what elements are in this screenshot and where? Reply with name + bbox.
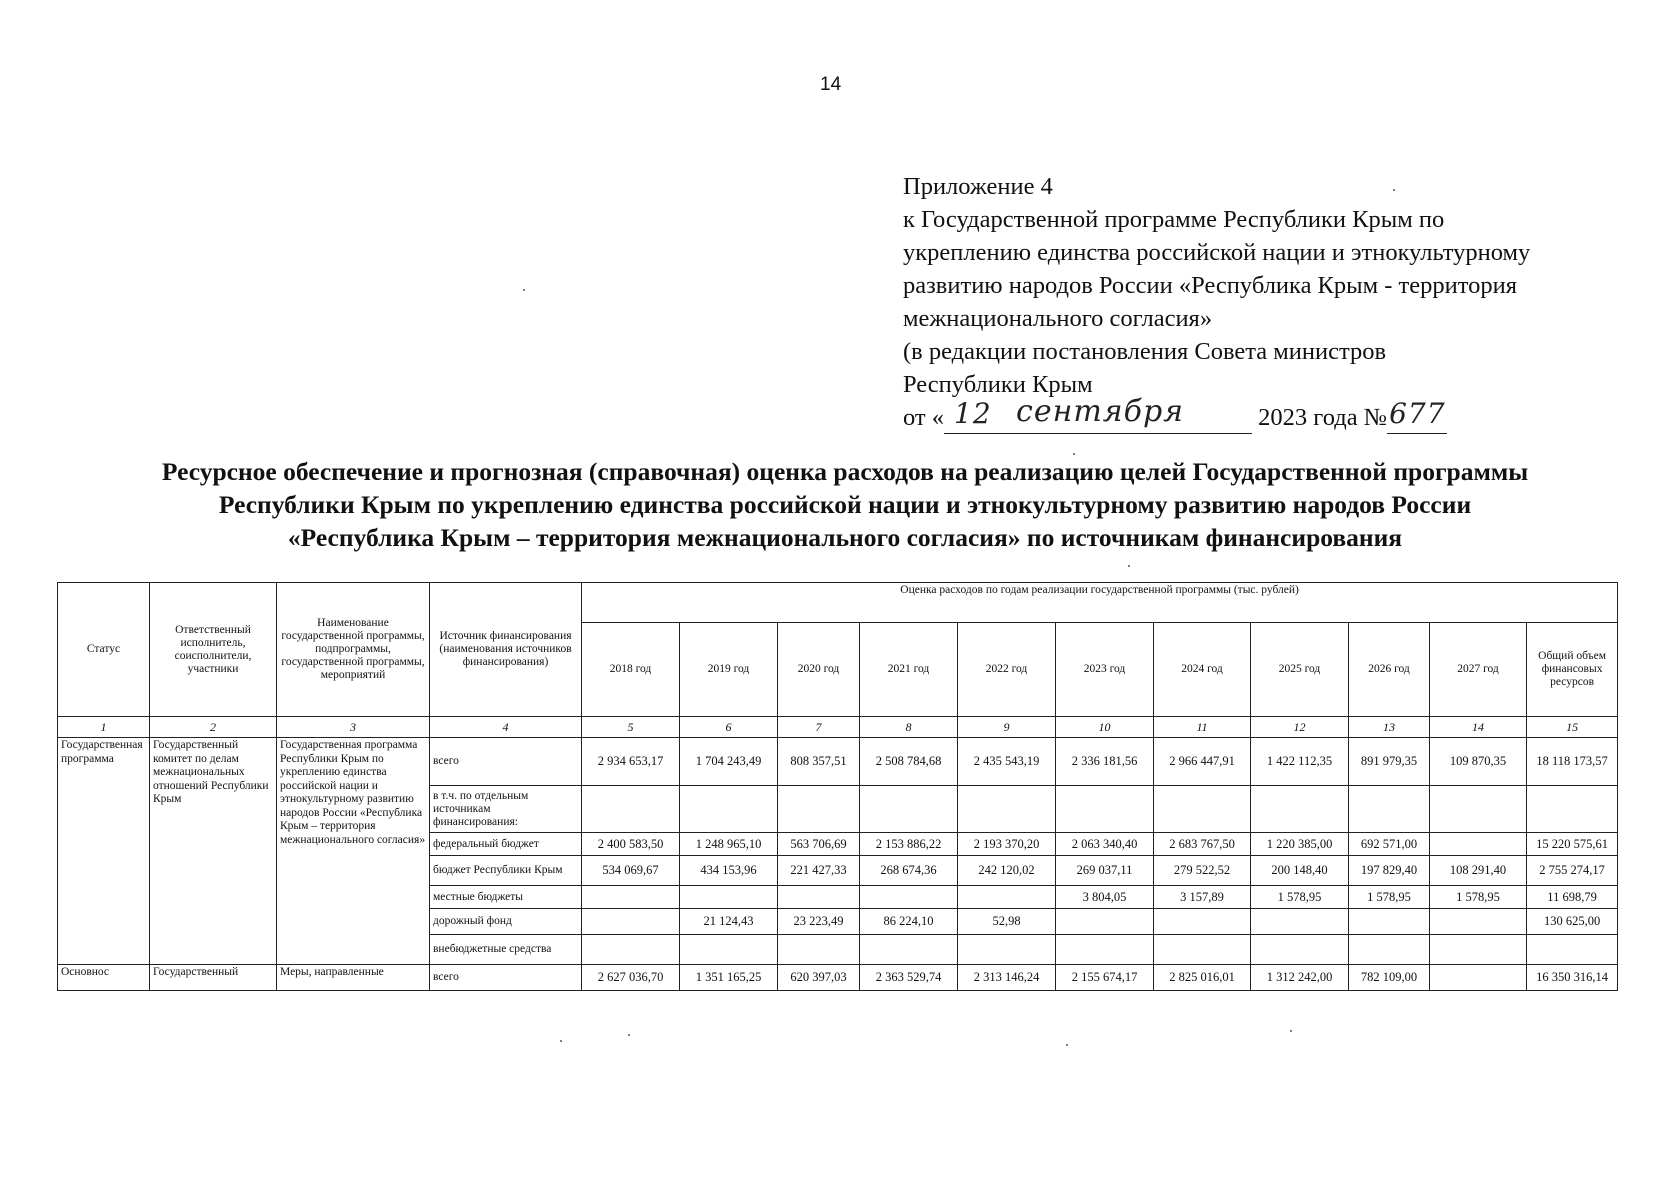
header-year: 2026 год <box>1349 623 1430 717</box>
value-cell <box>958 886 1056 909</box>
value-cell: 563 706,69 <box>778 833 860 856</box>
column-number: 12 <box>1251 717 1349 738</box>
value-cell <box>582 935 680 965</box>
page-number: 14 <box>820 74 842 95</box>
value-cell <box>680 886 778 909</box>
value-cell <box>1349 786 1430 833</box>
value-cell: 2 313 146,24 <box>958 965 1056 991</box>
value-cell: 891 979,35 <box>1349 738 1430 786</box>
source-cell: внебюджетные средства <box>430 935 582 965</box>
value-cell <box>1056 786 1154 833</box>
total-cell <box>1527 935 1618 965</box>
value-cell <box>1251 909 1349 935</box>
value-cell: 86 224,10 <box>860 909 958 935</box>
value-cell <box>680 935 778 965</box>
title-line: Республики Крым по укреплению единства российской нации и этнокультурному развитию народов России <box>218 490 1472 519</box>
column-number: 1 <box>58 717 150 738</box>
appendix-line: Приложение 4 <box>903 173 1053 200</box>
total-cell: 11 698,79 <box>1527 886 1618 909</box>
date-prefix: от « <box>903 404 945 431</box>
source-cell: всего <box>430 738 582 786</box>
column-number: 9 <box>958 717 1056 738</box>
appendix-block <box>903 170 1623 434</box>
value-cell: 1 351 165,25 <box>680 965 778 991</box>
value-cell: 434 153,96 <box>680 856 778 886</box>
source-cell: местные бюджеты <box>430 886 582 909</box>
table-row <box>58 738 1618 786</box>
date-year-text: 2023 года № <box>1258 404 1388 431</box>
value-cell <box>778 886 860 909</box>
value-cell <box>680 786 778 833</box>
value-cell: 2 363 529,74 <box>860 965 958 991</box>
column-number: 5 <box>582 717 680 738</box>
source-cell: бюджет Республики Крым <box>430 856 582 886</box>
handwritten-number <box>1387 397 1447 434</box>
value-cell <box>582 909 680 935</box>
value-cell: 1 248 965,10 <box>680 833 778 856</box>
total-cell: 130 625,00 <box>1527 909 1618 935</box>
column-number: 13 <box>1349 717 1430 738</box>
column-number-row <box>58 717 1618 738</box>
value-cell: 1 578,95 <box>1251 886 1349 909</box>
value-cell: 2 193 370,20 <box>958 833 1056 856</box>
value-cell: 1 422 112,35 <box>1251 738 1349 786</box>
handwritten-doc-number: 677 <box>1389 397 1446 430</box>
header-year: 2019 год <box>680 623 778 717</box>
value-cell: 808 357,51 <box>778 738 860 786</box>
value-cell: 2 153 886,22 <box>860 833 958 856</box>
header-year: 2022 год <box>958 623 1056 717</box>
appendix-line: межнационального согласия» <box>903 305 1213 332</box>
column-number: 11 <box>1154 717 1251 738</box>
value-cell <box>582 886 680 909</box>
value-cell <box>778 786 860 833</box>
total-cell: 18 118 173,57 <box>1527 738 1618 786</box>
column-number: 2 <box>150 717 277 738</box>
header-executor: Ответственный исполнитель, соисполнители, участники <box>150 583 277 717</box>
value-cell: 2 627 036,70 <box>582 965 680 991</box>
value-cell: 2 063 340,40 <box>1056 833 1154 856</box>
value-cell: 269 037,11 <box>1056 856 1154 886</box>
value-cell: 620 397,03 <box>778 965 860 991</box>
column-number: 3 <box>277 717 430 738</box>
value-cell: 2 508 784,68 <box>860 738 958 786</box>
header-status: Статус <box>58 583 150 717</box>
value-cell <box>1056 935 1154 965</box>
value-cell <box>1251 786 1349 833</box>
appendix-line: развитию народов России «Республика Крым - территория <box>903 272 1517 299</box>
value-cell <box>1056 909 1154 935</box>
handwritten-date <box>944 394 1252 434</box>
value-cell <box>582 786 680 833</box>
appendix-line: (в редакции постановления Совета министров <box>903 338 1387 365</box>
main-activity-block <box>58 965 1618 991</box>
header-year: 2025 год <box>1251 623 1349 717</box>
value-cell: 534 069,67 <box>582 856 680 886</box>
header-total: Общий объем финансовых ресурсов <box>1527 623 1618 717</box>
title-line: Ресурсное обеспечение и прогнозная (справочная) оценка расходов на реализацию целей Государственной программы <box>161 457 1529 486</box>
value-cell <box>860 786 958 833</box>
total-cell: 2 755 274,17 <box>1527 856 1618 886</box>
value-cell: 2 934 653,17 <box>582 738 680 786</box>
value-cell: 2 683 767,50 <box>1154 833 1251 856</box>
header-program-name: Наименование государственной программы, подпрограммы, государственной программы, мероприятий <box>277 583 430 717</box>
status-cell: Основнос <box>58 965 150 991</box>
value-cell: 109 870,35 <box>1430 738 1527 786</box>
value-cell: 782 109,00 <box>1349 965 1430 991</box>
value-cell: 21 124,43 <box>680 909 778 935</box>
column-number: 8 <box>860 717 958 738</box>
total-cell: 15 220 575,61 <box>1527 833 1618 856</box>
value-cell: 268 674,36 <box>860 856 958 886</box>
value-cell <box>860 935 958 965</box>
value-cell <box>1349 909 1430 935</box>
value-cell <box>1430 833 1527 856</box>
value-cell: 2 435 543,19 <box>958 738 1056 786</box>
status-cell: Государственная программа <box>58 738 150 965</box>
value-cell <box>778 935 860 965</box>
value-cell: 221 427,33 <box>778 856 860 886</box>
column-number: 15 <box>1527 717 1618 738</box>
total-cell <box>1527 786 1618 833</box>
source-cell: в т.ч. по отдельным источникам финансирования: <box>430 786 582 833</box>
value-cell <box>1251 935 1349 965</box>
value-cell <box>958 935 1056 965</box>
total-cell: 16 350 316,14 <box>1527 965 1618 991</box>
value-cell <box>1154 935 1251 965</box>
header-year: 2027 год <box>1430 623 1527 717</box>
value-cell: 1 704 243,49 <box>680 738 778 786</box>
value-cell: 52,98 <box>958 909 1056 935</box>
value-cell <box>1430 786 1527 833</box>
appendix-line: укреплению единства российской нации и этнокультурному <box>903 239 1531 266</box>
financing-table <box>57 582 1618 991</box>
value-cell: 3 157,89 <box>1154 886 1251 909</box>
handwritten-month: сентября <box>1016 394 1185 429</box>
source-cell: дорожный фонд <box>430 909 582 935</box>
header-year: 2024 год <box>1154 623 1251 717</box>
title-line: «Республика Крым – территория межнационального согласия» по источникам финансирования <box>287 523 1403 552</box>
appendix-line: Республики Крым <box>903 371 1093 398</box>
column-number: 6 <box>680 717 778 738</box>
value-cell: 2 336 181,56 <box>1056 738 1154 786</box>
value-cell <box>1430 935 1527 965</box>
value-cell <box>958 786 1056 833</box>
value-cell: 2 400 583,50 <box>582 833 680 856</box>
value-cell: 242 120,02 <box>958 856 1056 886</box>
value-cell: 3 804,05 <box>1056 886 1154 909</box>
table-row <box>58 965 1618 991</box>
program-name-cell: Государственная программа Республики Крым по укреплению единства российской нации и этнокультурному развитию народов России «Республика Крым – территория межнационального согласия» <box>277 738 430 965</box>
source-cell: всего <box>430 965 582 991</box>
value-cell: 200 148,40 <box>1251 856 1349 886</box>
header-year: 2021 год <box>860 623 958 717</box>
value-cell: 692 571,00 <box>1349 833 1430 856</box>
value-cell <box>1349 935 1430 965</box>
value-cell: 197 829,40 <box>1349 856 1430 886</box>
header-source: Источник финансирования (наименования источников финансирования) <box>430 583 582 717</box>
column-number: 14 <box>1430 717 1527 738</box>
program-name-cell: Меры, направленные <box>277 965 430 991</box>
value-cell: 1 578,95 <box>1430 886 1527 909</box>
value-cell: 23 223,49 <box>778 909 860 935</box>
header-year: 2020 год <box>778 623 860 717</box>
value-cell <box>1154 786 1251 833</box>
value-cell: 1 312 242,00 <box>1251 965 1349 991</box>
value-cell <box>1154 909 1251 935</box>
header-year: 2018 год <box>582 623 680 717</box>
column-number: 4 <box>430 717 582 738</box>
decree-date-line <box>903 394 1623 434</box>
program-block <box>58 738 1618 965</box>
column-number: 7 <box>778 717 860 738</box>
column-number: 10 <box>1056 717 1154 738</box>
appendix-line: к Государственной программе Республики Крым по <box>903 206 1445 233</box>
value-cell: 2 825 016,01 <box>1154 965 1251 991</box>
value-cell: 1 220 385,00 <box>1251 833 1349 856</box>
value-cell: 279 522,52 <box>1154 856 1251 886</box>
value-cell <box>860 886 958 909</box>
value-cell: 1 578,95 <box>1349 886 1430 909</box>
executor-cell: Государственный <box>150 965 277 991</box>
value-cell: 108 291,40 <box>1430 856 1527 886</box>
source-cell: федеральный бюджет <box>430 833 582 856</box>
document-title <box>40 455 1650 554</box>
executor-cell: Государственный комитет по делам межнациональных отношений Республики Крым <box>150 738 277 965</box>
value-cell <box>1430 909 1527 935</box>
value-cell: 2 966 447,91 <box>1154 738 1251 786</box>
header-estimate-group: Оценка расходов по годам реализации государственной программы (тыс. рублей) <box>582 583 1618 623</box>
value-cell: 2 155 674,17 <box>1056 965 1154 991</box>
handwritten-day: 12 <box>954 397 992 430</box>
header-year: 2023 год <box>1056 623 1154 717</box>
value-cell <box>1430 965 1527 991</box>
